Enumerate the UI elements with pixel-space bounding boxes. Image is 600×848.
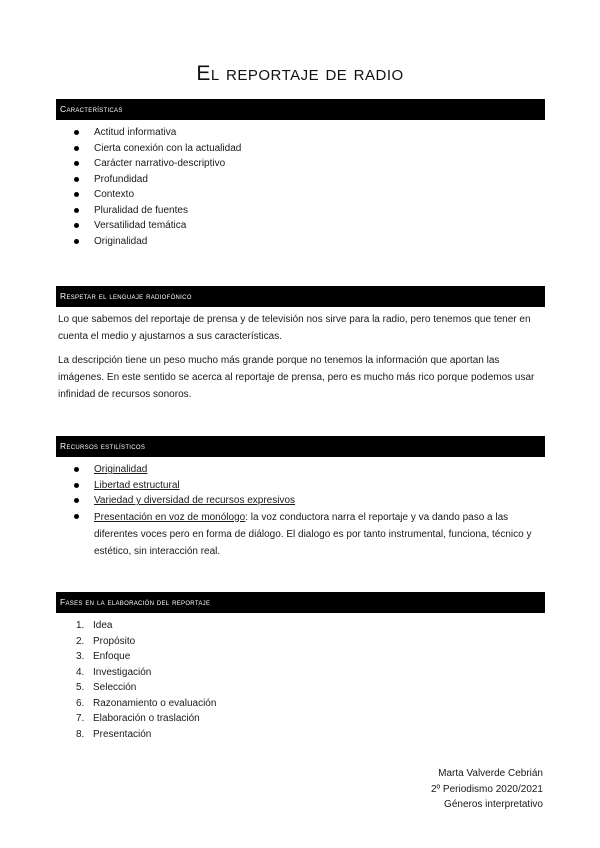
- list-item: Actitud informativa: [74, 125, 241, 141]
- recursos-list: [74, 462, 544, 560]
- list-item: 2. Propósito: [76, 635, 136, 647]
- bullet-icon: [74, 239, 79, 244]
- list-item: 1. Idea: [76, 620, 113, 631]
- bullet-icon: [74, 146, 79, 151]
- list-item: Contexto: [74, 187, 241, 203]
- section-header-lenguaje: Respetar el lenguaje radiofónico: [56, 286, 545, 307]
- list-item: Originalidad: [74, 234, 241, 250]
- author-course: 2º Periodismo 2020/2021: [430, 783, 543, 795]
- recurso-description: : la voz conductora narra el reportaje y va dando paso a las diferentes voces pero en forma de diálogo. El dialogo es por tanto instrumental, funciona, técnico y estético, sin interacción real.: [94, 511, 532, 557]
- bullet-icon: [74, 498, 79, 503]
- bullet-icon: [74, 483, 79, 488]
- lenguaje-paragraph-1: Lo que sabemos del reportaje de prensa y de televisión nos sirve para la radio, pero tenemos que tener en cuenta el medio y ajustarnos a sus características.: [58, 314, 531, 342]
- section-header-fases: Fases en la elaboración del reportaje: [56, 592, 545, 613]
- list-item: [74, 509, 544, 560]
- recurso-label: Presentación en voz de monólogo: [94, 511, 246, 523]
- list-item: Profundidad: [74, 172, 241, 188]
- list-item: 3. Enfoque: [76, 651, 131, 662]
- bullet-icon: [74, 223, 79, 228]
- bullet-icon: [74, 130, 79, 135]
- bullet-icon: [74, 177, 79, 182]
- author-subject: Géneros interpretativo: [444, 799, 543, 810]
- list-item: 8. Presentación: [76, 728, 152, 740]
- list-item: Variedad y diversidad de recursos expresivos: [74, 493, 544, 509]
- section-header-caracteristicas: Características: [56, 99, 545, 120]
- bullet-icon: [74, 467, 79, 472]
- author-name: Marta Valverde Cebrián: [438, 768, 543, 779]
- list-item: Pluralidad de fuentes: [74, 203, 241, 219]
- section-header-recursos: Recursos estilísticos: [56, 436, 545, 457]
- fases-list: [76, 618, 216, 742]
- list-item: 4. Investigación: [76, 666, 152, 678]
- list-item: Cierta conexión con la actualidad: [74, 141, 241, 157]
- list-item: 6. Razonamiento o evaluación: [76, 697, 217, 709]
- bullet-icon: [74, 192, 79, 197]
- author-block: [431, 766, 543, 813]
- caracteristicas-list: [74, 125, 241, 249]
- list-item: Originalidad: [74, 462, 544, 478]
- list-item: 7. Elaboración o traslación: [76, 713, 200, 724]
- lenguaje-paragraph-2: La descripción tiene un peso mucho más grande porque no tenemos la información que aportan las imágenes. En este sentido se acerca al reportaje de prensa, pero es mucho más rico porque podemos usar infinidad de recursos sonoros.: [58, 355, 535, 400]
- list-item: Versatilidad temática: [74, 218, 241, 234]
- list-item: Libertad estructural: [74, 478, 544, 494]
- bullet-icon: [74, 514, 79, 519]
- bullet-icon: [74, 161, 79, 166]
- document-title: El reportaje de radio: [196, 62, 404, 85]
- list-item: Carácter narrativo-descriptivo: [74, 156, 241, 172]
- bullet-icon: [74, 208, 79, 213]
- list-item: 5. Selección: [76, 682, 137, 693]
